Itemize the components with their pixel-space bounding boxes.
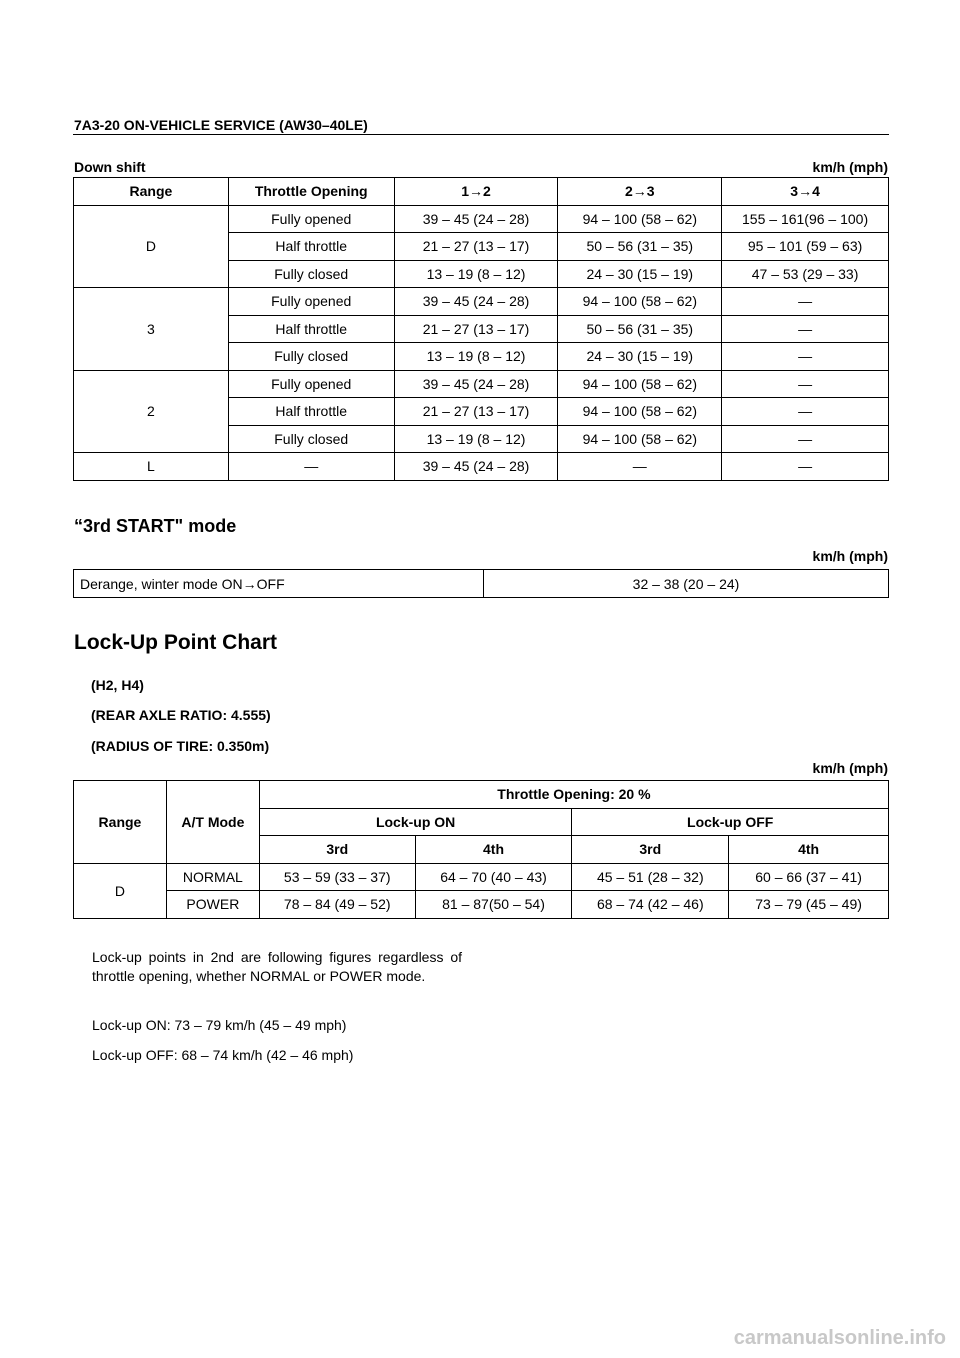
column-header: Throttle Opening	[228, 178, 394, 206]
table-row	[74, 863, 889, 891]
table-cell: —	[722, 398, 889, 426]
lockup-heading: Lock-Up Point Chart	[74, 631, 277, 654]
table-row	[74, 891, 889, 919]
column-header: Range	[74, 178, 229, 206]
lockup-unit: km/h (mph)	[812, 760, 888, 776]
table-cell: —	[722, 288, 889, 316]
lockup-off-line: Lock-up OFF: 68 – 74 km/h (42 – 46 mph)	[92, 1047, 354, 1063]
table-cell: 95 – 101 (59 – 63)	[722, 233, 889, 261]
table-row	[74, 453, 889, 481]
table-cell: 39 – 45 (24 – 28)	[394, 205, 558, 233]
spec-line: (RADIUS OF TIRE: 0.350m)	[91, 738, 270, 754]
table-cell: —	[722, 425, 889, 453]
table-cell: 13 – 19 (8 – 12)	[394, 343, 558, 371]
table-cell: 78 – 84 (49 – 52)	[259, 891, 415, 919]
table-cell: 21 – 27 (13 – 17)	[394, 398, 558, 426]
column-header: Lock-up OFF	[572, 808, 889, 836]
table-row	[74, 370, 889, 398]
table-cell: —	[228, 453, 394, 481]
table-cell: 155 – 161(96 – 100)	[722, 205, 889, 233]
table-cell: 81 – 87(50 – 54)	[415, 891, 572, 919]
table-cell: 64 – 70 (40 – 43)	[415, 863, 572, 891]
table-cell: Fully closed	[228, 343, 394, 371]
range-cell: 2	[74, 370, 229, 453]
table-cell: NORMAL	[166, 863, 259, 891]
table-cell: 50 – 56 (31 – 35)	[558, 233, 722, 261]
range-cell: D	[74, 205, 229, 288]
table-cell: 60 – 66 (37 – 41)	[729, 863, 889, 891]
downshift-table	[73, 177, 889, 481]
column-header: Lock-up ON	[259, 808, 572, 836]
table-cell: —	[722, 370, 889, 398]
header-rule	[73, 134, 889, 135]
table-cell: Fully opened	[228, 205, 394, 233]
table-cell: Fully opened	[228, 288, 394, 316]
table-cell: 45 – 51 (28 – 32)	[572, 863, 729, 891]
table-cell: 94 – 100 (58 – 62)	[558, 425, 722, 453]
column-header: 3rd	[572, 836, 729, 864]
spec-line: (REAR AXLE RATIO: 4.555)	[91, 707, 271, 723]
column-header: 4th	[729, 836, 889, 864]
table-cell: Half throttle	[228, 398, 394, 426]
table-cell: 24 – 30 (15 – 19)	[558, 260, 722, 288]
table-row	[74, 288, 889, 316]
column-header: 3rd	[259, 836, 415, 864]
table-cell: —	[722, 343, 889, 371]
column-header: 3→4	[722, 178, 889, 206]
downshift-unit: km/h (mph)	[812, 159, 888, 175]
range-cell: 3	[74, 288, 229, 371]
table-cell: 94 – 100 (58 – 62)	[558, 205, 722, 233]
third-start-heading: “3rd START" mode	[74, 516, 237, 536]
column-header: 2→3	[558, 178, 722, 206]
table-cell: —	[722, 315, 889, 343]
column-header: Throttle Opening: 20 %	[259, 781, 888, 809]
table-header-row	[74, 178, 889, 206]
table-cell: Fully closed	[228, 425, 394, 453]
table-cell: 68 – 74 (42 – 46)	[572, 891, 729, 919]
table-cell: —	[558, 453, 722, 481]
range-cell: D	[74, 863, 167, 918]
table-cell: Fully closed	[228, 260, 394, 288]
lockup-table	[73, 780, 889, 919]
lockup-on-line: Lock-up ON: 73 – 79 km/h (45 – 49 mph)	[92, 1017, 347, 1033]
table-row	[74, 570, 889, 598]
third-start-unit: km/h (mph)	[812, 548, 888, 564]
spec-line: (H2, H4)	[91, 677, 144, 693]
table-cell: Derange, winter mode ON→OFF	[74, 570, 484, 598]
third-start-table	[73, 569, 889, 598]
table-cell: Fully opened	[228, 370, 394, 398]
table-cell: 47 – 53 (29 – 33)	[722, 260, 889, 288]
table-cell: 94 – 100 (58 – 62)	[558, 288, 722, 316]
lockup-note: Lock-up points in 2nd are following figures regardless of throttle opening, whether NORMAL or POWER mode.	[92, 949, 462, 984]
column-header: Range	[74, 781, 167, 864]
table-cell: 21 – 27 (13 – 17)	[394, 315, 558, 343]
table-cell: 32 – 38 (20 – 24)	[484, 570, 889, 598]
table-cell: 13 – 19 (8 – 12)	[394, 425, 558, 453]
table-cell: Half throttle	[228, 233, 394, 261]
table-cell: 13 – 19 (8 – 12)	[394, 260, 558, 288]
table-cell: POWER	[166, 891, 259, 919]
table-row	[74, 205, 889, 233]
column-header: A/T Mode	[166, 781, 259, 864]
table-cell: —	[722, 453, 889, 481]
watermark: carmanualsonline.info	[733, 1327, 946, 1349]
table-cell: 39 – 45 (24 – 28)	[394, 453, 558, 481]
range-cell: L	[74, 453, 229, 481]
table-header-row	[74, 781, 889, 809]
table-cell: 39 – 45 (24 – 28)	[394, 370, 558, 398]
page-header: 7A3-20 ON-VEHICLE SERVICE (AW30–40LE)	[74, 117, 368, 133]
column-header: 4th	[415, 836, 572, 864]
table-cell: 24 – 30 (15 – 19)	[558, 343, 722, 371]
downshift-label: Down shift	[74, 159, 146, 175]
table-cell: 73 – 79 (45 – 49)	[729, 891, 889, 919]
table-cell: 50 – 56 (31 – 35)	[558, 315, 722, 343]
table-cell: 94 – 100 (58 – 62)	[558, 370, 722, 398]
table-cell: Half throttle	[228, 315, 394, 343]
table-cell: 21 – 27 (13 – 17)	[394, 233, 558, 261]
column-header: 1→2	[394, 178, 558, 206]
table-cell: 94 – 100 (58 – 62)	[558, 398, 722, 426]
table-cell: 39 – 45 (24 – 28)	[394, 288, 558, 316]
table-cell: 53 – 59 (33 – 37)	[259, 863, 415, 891]
